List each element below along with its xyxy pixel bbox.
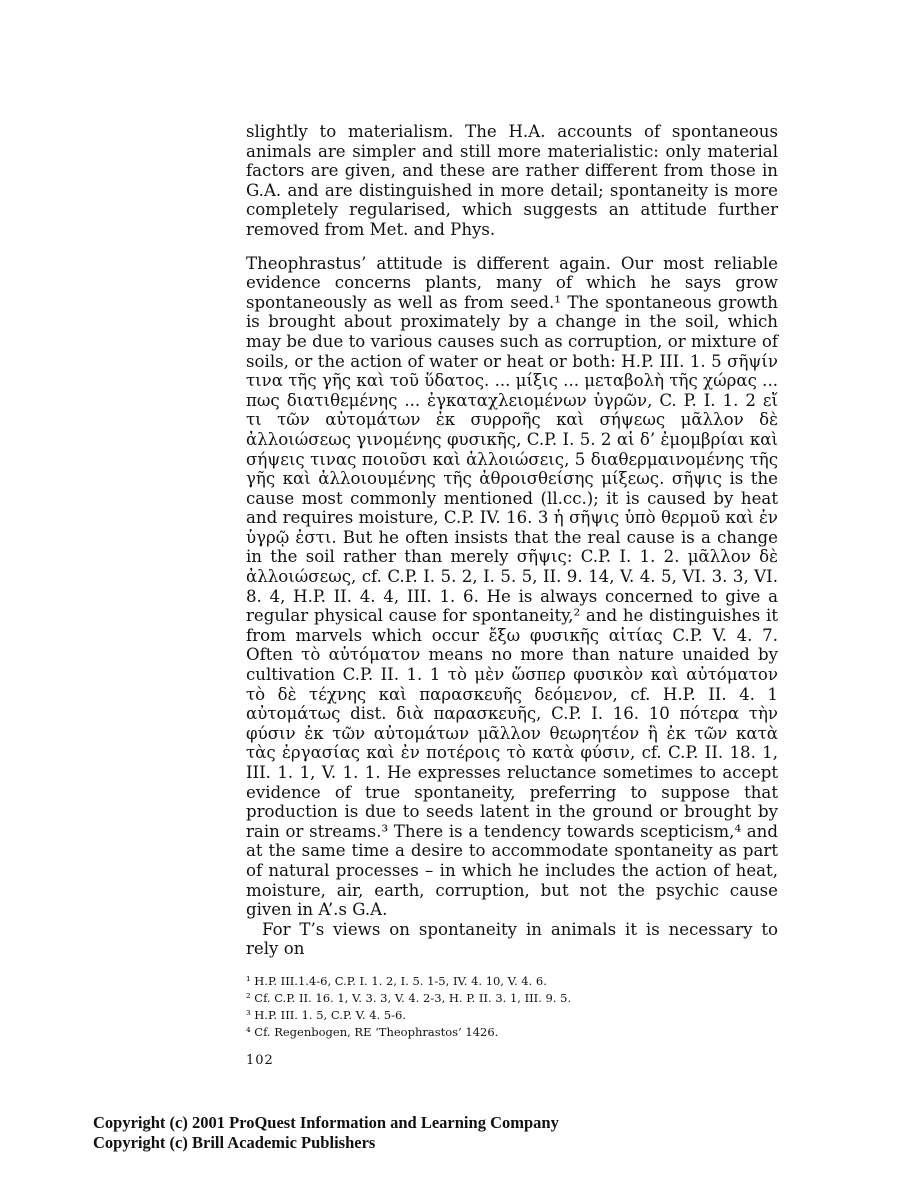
paragraph-2: Theophrastus’ attitude is different again. Our most reliable evidence concerns plants, many of which he says grow spontaneously as well as from seed.¹ The spontaneous growth is brought about proximately by a change in the soil, which may be due to various causes such as corruption, or mixture of soils, or the action of water or heat or both: H.P. III. 1. 5 σῆψίν τινα τῆς γῆς καὶ τοῦ ὕδατος. ... μίξις ... μεταβολὴ τῆς χώρας ... πως διατιθεμένης ... ἐγκαταχλειομένων ὑγρῶν, C. P. I. 1. 2 εἴ τι τῶν αὐτομάτων ἐκ συρροῆς καὶ σήψεως μᾶλλον δὲ ἀλλοιώσεως γινομένης φυσικῆς, C.P. I. 5. 2 αἱ δ’ ἐμομβρίαι καὶ σήψεις τινας ποιοῦσι καὶ ἀλλοιώσεις, 5 διαθερμαινομένης τῆς γῆς καὶ ἀλλοιουμένης τῆς ἀθροισθείσης μίξεως. σῆψις is the cause most commonly mentioned (ll.cc.); it is caused by heat and requires moisture, C.P. IV. 16. 3 ἡ σῆψις ὑπὸ θερμοῦ καὶ ἐν ὑγρῷ ἐστι. But he often insists that the real cause is a change in the soil rather than merely σῆψις: C.P. I. 1. 2. μᾶλλον δὲ ἀλλοιώσεως, cf. C.P. I. 5. 2, I. 5. 5, II. 9. 14, V. 4. 5, VI. 3. 3, VI. 8. 4, H.P. II. 4. 4, III. 1. 6. He is always concerned to give a regular physical cause for spontaneity,² and he distinguishes it from marvels which occur ἔξω φυσικῆς αἰτίας C.P. V. 4. 7. Often τὸ αὐτόματον means no more than nature unaided by cultivation C.P. II. 1. 1 τὸ μὲν ὥσπερ φυσικὸν καὶ αὐτόματον τὸ δὲ τέχνης καὶ παρασκευῆς δεόμενον, cf. H.P. II. 4. 1 αὐτομάτως dist. διὰ παρασκευῆς, C.P. I. 16. 10 πότερα τὴν φύσιν ἐκ τῶν αὐτομάτων μᾶλλον θεωρητέον ἢ ἐκ τῶν κατὰ τὰς ἐργασίας καὶ ἐν ποτέροις τὸ κατὰ φύσιν, cf. C.P. II. 18. 1, III. 1. 1, V. 1. 1. He expresses reluctance sometimes to accept evidence of true spontaneity, preferring to suppose that production is due to seeds latent in the ground or brought by rain or streams.³ There is a tendency towards scepticism,⁴ and at the same time a desire to accommodate spontaneity as part of natural processes – in which he includes the action of heat, moisture, air, earth, corruption, but not the psychic cause given in A’.s G.A. xyxy=(246,253,778,920)
copyright-line-2: Copyright (c) Brill Academic Publishers xyxy=(93,1133,376,1152)
footnote-1: ¹ H.P. III.1.4-6, C.P. I. 1. 2, I. 5. 1-5, IV. 4. 10, V. 4. 6. xyxy=(246,973,547,988)
footnotes xyxy=(246,973,778,1041)
page-body xyxy=(246,122,778,1068)
paragraph-1: slightly to materialism. The H.A. accounts of spontaneous animals are simpler and still more materialistic: only material factors are given, and these are rather different from those in G.A. and are distinguished in more detail; spontaneity is more completely regularised, which suggests an attitude further removed from Met. and Phys. xyxy=(246,122,778,239)
footnote-3: ³ H.P. III. 1. 5, C.P. V. 4. 5-6. xyxy=(246,1007,407,1022)
copyright-line-1: Copyright (c) 2001 ProQuest Information and Learning Company xyxy=(93,1113,559,1132)
paragraph-3: For T’s views on spontaneity in animals it is necessary to rely on xyxy=(246,919,778,959)
footnote-2: ² Cf. C.P. II. 16. 1, V. 3. 3, V. 4. 2-3, H. P. II. 3. 1, III. 9. 5. xyxy=(246,990,572,1005)
page-number: 102 xyxy=(246,1052,274,1068)
copyright-notice xyxy=(93,1113,559,1153)
footnote-4: ⁴ Cf. Regenbogen, RE ‘Theophrastos’ 1426. xyxy=(246,1024,499,1039)
